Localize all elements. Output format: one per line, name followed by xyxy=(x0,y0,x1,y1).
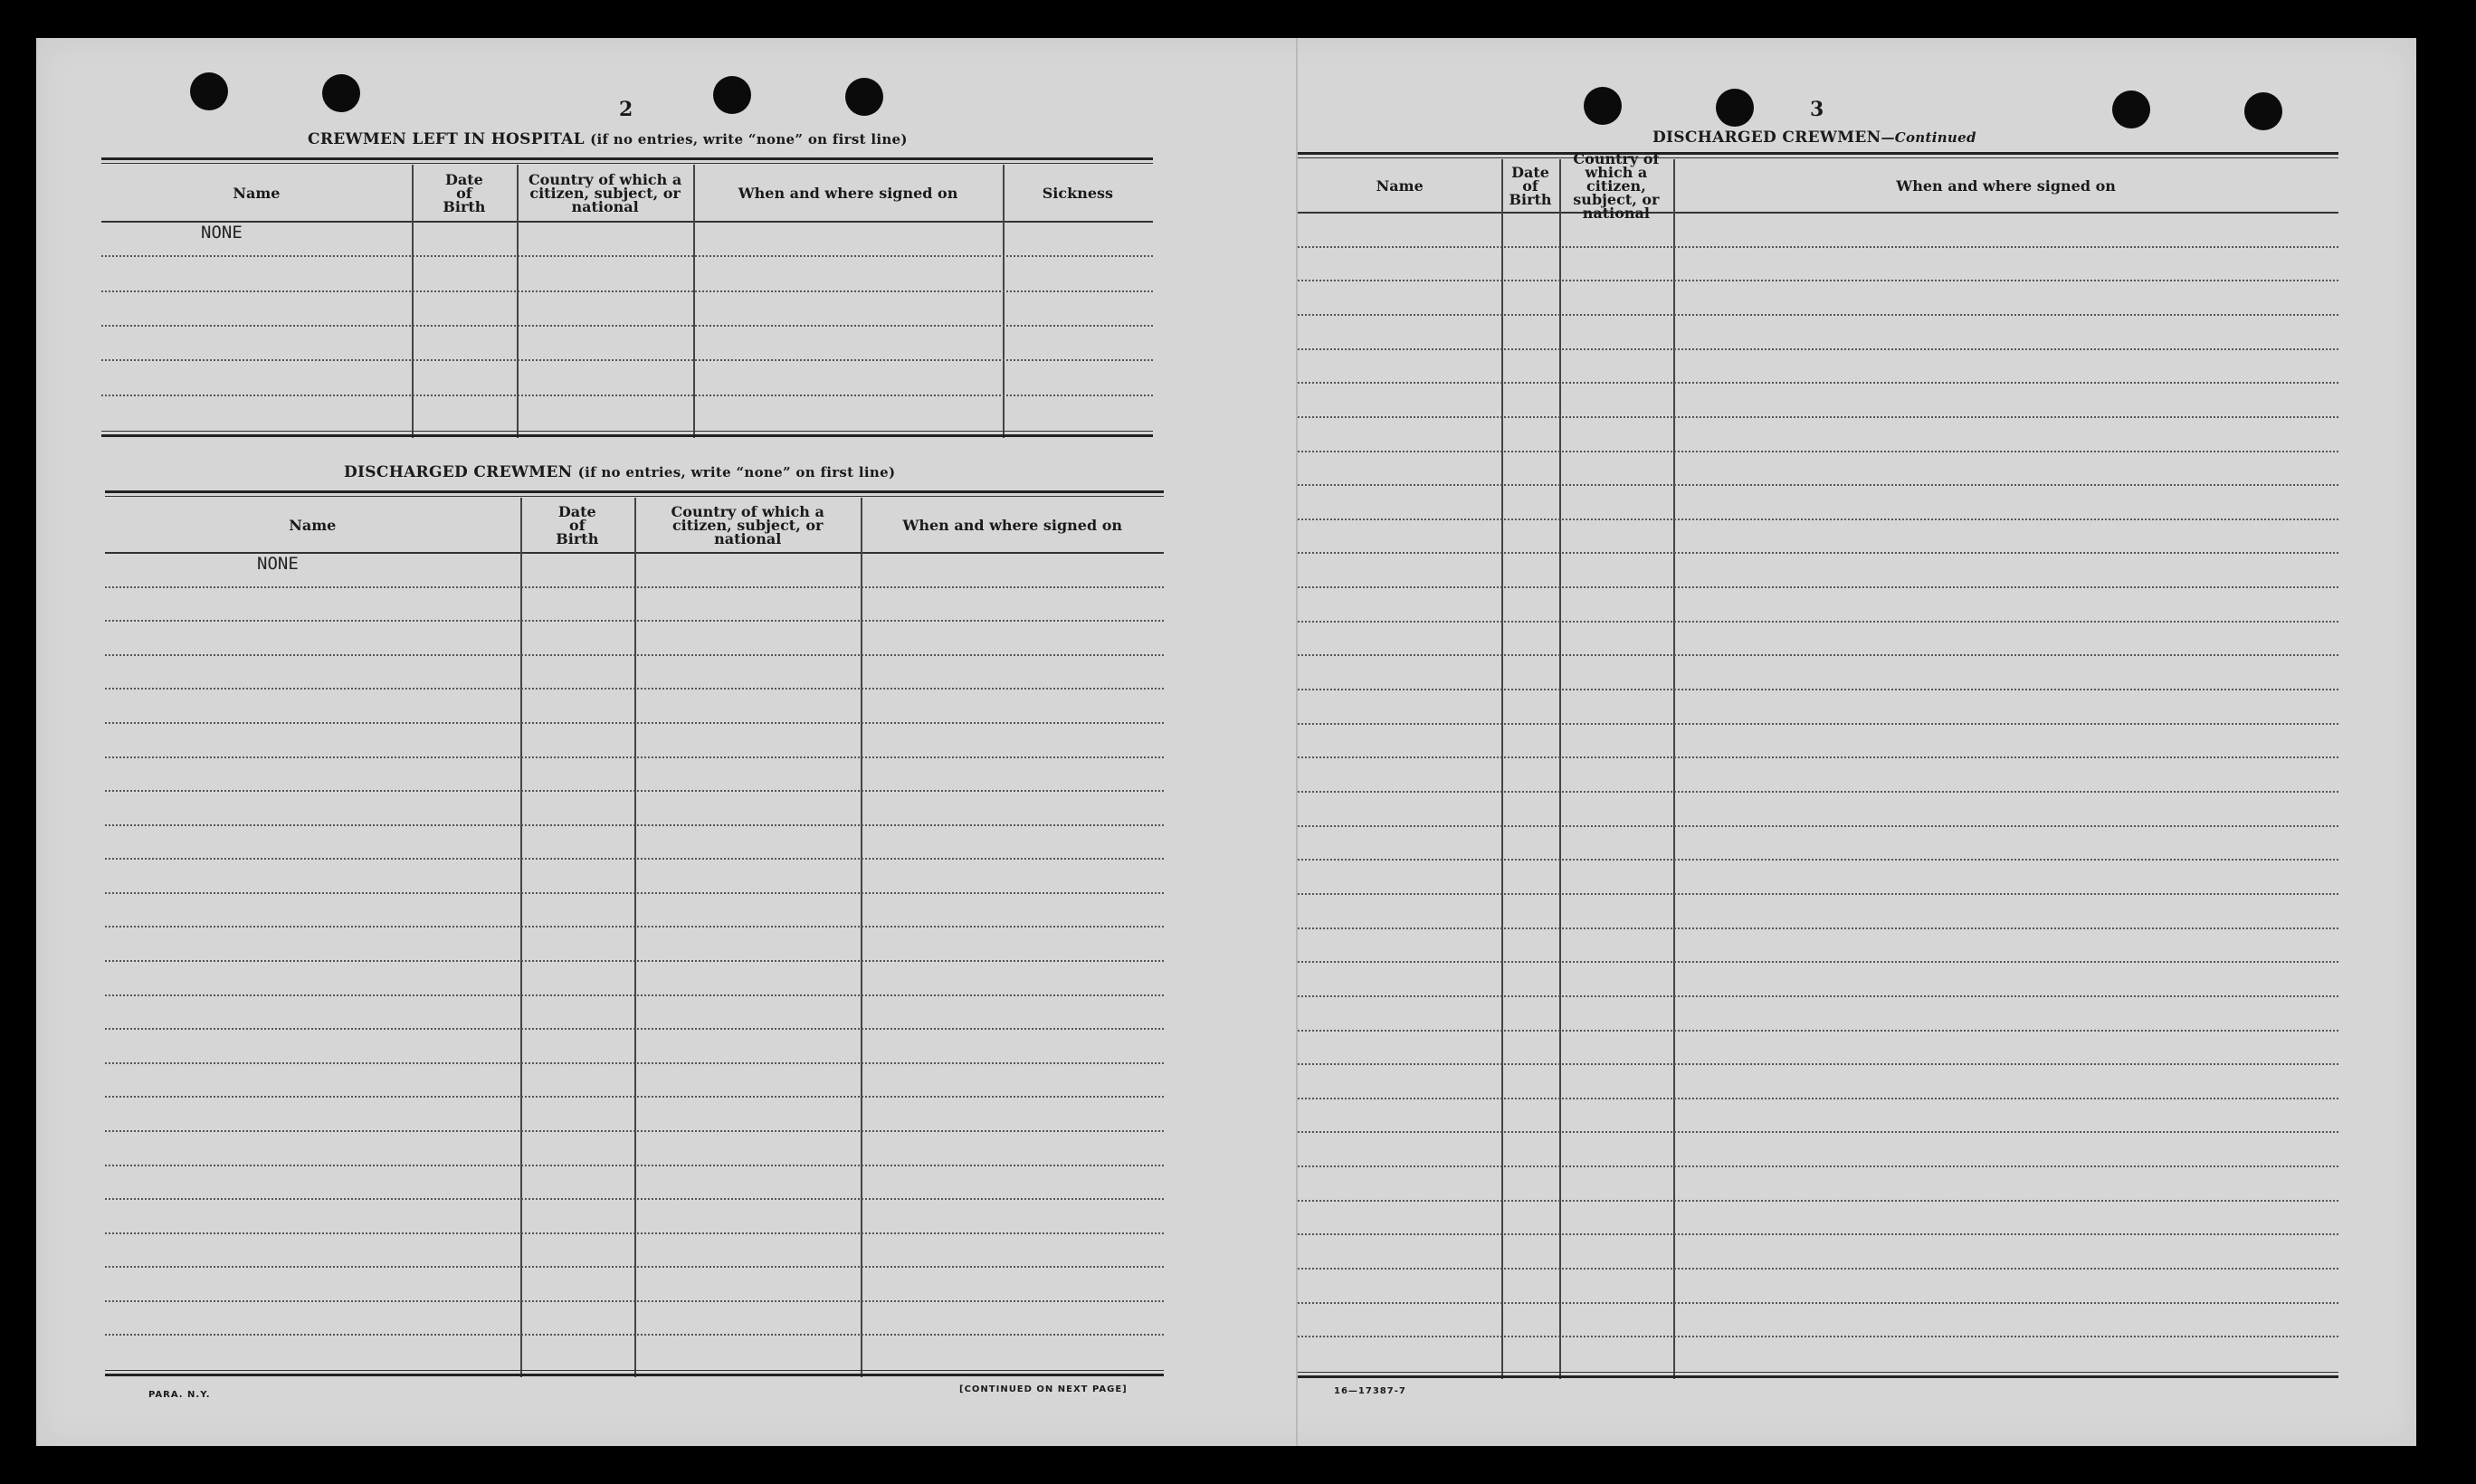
discharged-continued-table xyxy=(1298,149,2338,1379)
hospital-title-text: CREWMEN LEFT IN HOSPITAL xyxy=(308,130,585,148)
table-top-rule-inner xyxy=(101,163,1153,164)
table-row-line xyxy=(105,756,1164,758)
punch-hole xyxy=(1584,87,1622,125)
table-header-rule xyxy=(101,221,1153,223)
table-row-line xyxy=(1298,416,2338,418)
table-row-line xyxy=(1298,1098,2338,1099)
page-number-left: 2 xyxy=(619,98,633,121)
table-row-line xyxy=(1298,484,2338,486)
table-row-line xyxy=(105,824,1164,826)
punch-hole xyxy=(190,72,228,110)
punch-hole xyxy=(713,76,751,114)
punch-hole xyxy=(2112,90,2150,128)
column-header: Date of Birth xyxy=(1509,163,1552,208)
table-row-line xyxy=(105,1266,1164,1268)
table-top-rule xyxy=(105,490,1164,493)
column-header: Sickness xyxy=(1042,184,1114,202)
column-divider xyxy=(1673,159,1675,1379)
column-header: Country of which a citizen, subject, or national xyxy=(671,502,824,547)
table-row-line xyxy=(105,960,1164,962)
column-divider xyxy=(1003,165,1005,438)
table-row-line xyxy=(105,994,1164,996)
table-row-line xyxy=(1298,518,2338,520)
table-bottom-rule xyxy=(101,431,1153,432)
table-row-line xyxy=(105,1028,1164,1030)
table-row-line xyxy=(1298,1200,2338,1202)
table-row-line xyxy=(1298,314,2338,316)
table-row-line xyxy=(1298,1302,2338,1304)
discharged-continued-text: DISCHARGED CREWMEN xyxy=(1652,128,1881,147)
table-row-line xyxy=(101,359,1153,361)
hospital-section-title xyxy=(308,130,908,148)
table-row-line xyxy=(101,290,1153,292)
column-header: When and where signed on xyxy=(738,184,958,202)
table-row-line xyxy=(1298,451,2338,452)
table-row-line xyxy=(1298,1336,2338,1337)
table-row-line xyxy=(105,586,1164,588)
punch-hole xyxy=(322,74,360,112)
column-header: Date of Birth xyxy=(556,502,599,547)
column-divider xyxy=(520,498,522,1377)
table-row-line xyxy=(101,325,1153,327)
table-bottom-rule-outer xyxy=(105,1374,1164,1376)
table-row-line xyxy=(1298,552,2338,554)
table-top-rule xyxy=(1298,152,2338,155)
punch-hole xyxy=(845,78,883,116)
table-row-line xyxy=(105,688,1164,690)
continued-suffix: —Continued xyxy=(1881,129,1976,146)
discharged-title-note: (if no entries, write “none” on first line) xyxy=(577,464,896,480)
column-divider xyxy=(1559,159,1561,1379)
table-row-line xyxy=(105,892,1164,894)
table-row-line xyxy=(1298,382,2338,384)
name-entry: NONE xyxy=(201,223,243,243)
column-divider xyxy=(1501,159,1503,1379)
page-number-right: 3 xyxy=(1810,98,1824,121)
discharged-title-text: DISCHARGED CREWMEN xyxy=(344,463,573,481)
discharged-table xyxy=(105,490,1164,1377)
table-row-line xyxy=(105,1062,1164,1064)
table-row-line xyxy=(1298,689,2338,690)
discharged-continued-title xyxy=(1652,128,1976,147)
hospital-title-note: (if no entries, write “none” on first line) xyxy=(590,131,908,147)
column-divider xyxy=(517,165,519,438)
column-header: Name xyxy=(289,516,337,534)
footer-form-number: 16—17387-7 xyxy=(1334,1386,1406,1396)
column-header: Date of Birth xyxy=(443,170,486,215)
column-header: Name xyxy=(233,184,281,202)
table-row-line xyxy=(105,1300,1164,1302)
footer-printer-mark: PARA. N.Y. xyxy=(148,1390,211,1400)
table-row-line xyxy=(101,395,1153,396)
table-bottom-rule-outer xyxy=(1298,1375,2338,1378)
table-row-line xyxy=(1298,928,2338,929)
table-top-rule-inner xyxy=(105,496,1164,497)
table-bottom-rule xyxy=(105,1370,1164,1371)
table-row-line xyxy=(105,1130,1164,1132)
table-row-line xyxy=(1298,893,2338,895)
table-row-line xyxy=(1298,961,2338,963)
table-top-rule xyxy=(101,157,1153,160)
hospital-table xyxy=(101,157,1153,438)
column-divider xyxy=(861,498,862,1377)
table-bottom-rule xyxy=(1298,1372,2338,1373)
form-sheet xyxy=(36,38,2416,1446)
table-top-rule-inner xyxy=(1298,157,2338,158)
table-row-line xyxy=(1298,348,2338,350)
table-row-line xyxy=(105,1198,1164,1200)
column-header: When and where signed on xyxy=(1896,176,2116,195)
table-row-line xyxy=(105,1165,1164,1166)
table-row-line xyxy=(1298,791,2338,793)
table-row-line xyxy=(105,858,1164,860)
table-header-rule xyxy=(1298,212,2338,214)
table-row-line xyxy=(1298,825,2338,827)
table-row-line xyxy=(1298,1030,2338,1032)
column-divider xyxy=(693,165,695,438)
table-row-line xyxy=(105,620,1164,622)
table-row-line xyxy=(1298,1063,2338,1065)
table-row-line xyxy=(1298,1268,2338,1270)
table-row-line xyxy=(105,1232,1164,1234)
footer-continued: [CONTINUED ON NEXT PAGE] xyxy=(959,1384,1128,1394)
column-divider xyxy=(412,165,414,438)
table-row-line xyxy=(1298,586,2338,588)
table-row-line xyxy=(1298,1165,2338,1167)
discharged-section-title xyxy=(344,463,895,481)
name-entry: NONE xyxy=(257,554,299,574)
table-row-line xyxy=(105,926,1164,928)
table-row-line xyxy=(1298,621,2338,623)
column-header: Country of which a citizen, subject, or national xyxy=(1573,149,1660,222)
column-header: Name xyxy=(1376,176,1424,195)
punch-hole xyxy=(1716,89,1754,127)
table-row-line xyxy=(105,654,1164,656)
table-row-line xyxy=(1298,246,2338,248)
table-row-line xyxy=(1298,995,2338,997)
table-row-line xyxy=(101,255,1153,257)
column-divider xyxy=(634,498,636,1377)
table-row-line xyxy=(1298,1233,2338,1235)
table-row-line xyxy=(1298,1131,2338,1133)
table-row-line xyxy=(105,1096,1164,1098)
column-header: Country of which a citizen, subject, or national xyxy=(528,170,682,215)
table-row-line xyxy=(105,722,1164,724)
table-row-line xyxy=(105,1334,1164,1336)
table-row-line xyxy=(105,790,1164,792)
punch-hole xyxy=(2244,92,2282,130)
table-row-line xyxy=(1298,756,2338,758)
table-row-line xyxy=(1298,723,2338,725)
column-header: When and where signed on xyxy=(902,516,1122,534)
table-row-line xyxy=(1298,859,2338,861)
table-row-line xyxy=(1298,280,2338,281)
table-row-line xyxy=(1298,654,2338,656)
table-bottom-rule-outer xyxy=(101,434,1153,437)
